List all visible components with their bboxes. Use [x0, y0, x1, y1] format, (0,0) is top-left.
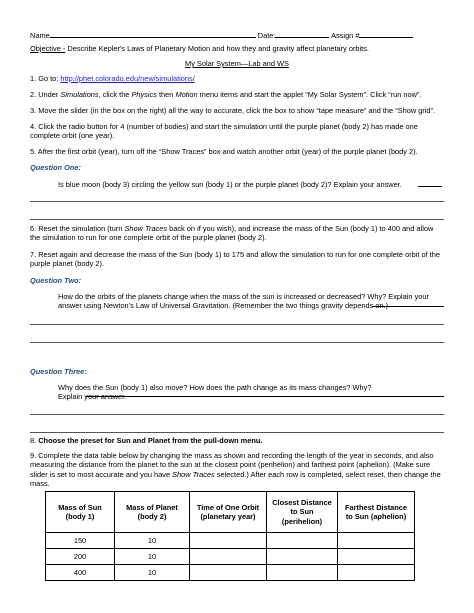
question-two-answer-start[interactable] [372, 306, 444, 307]
name-label: Name [30, 31, 50, 40]
table-row [46, 533, 415, 549]
step-2-motion: Motion [175, 90, 198, 99]
cell-sun-mass: 150 [46, 533, 115, 549]
question-two-text: How do the orbits of the planets change when the mass of the sun is increased or decreased? Why? Explain your answer using Newton’s Law of Universal Gravitation. (Remember the two things gravity depends on.) [58, 292, 429, 311]
table-row [46, 549, 415, 565]
step-6-text-b: back on if you wish), and increase the mass of the Sun (body 1) to 400 and allow the simulation to run for one complete orbit of the purple planet (body 2). [30, 224, 434, 243]
step-2-text-b: , click the [98, 90, 132, 99]
cell-sun-mass: 400 [46, 565, 115, 581]
header-time-of-orbit: Time of One Orbit (planetary year) [190, 492, 267, 533]
question-two-answer-line[interactable] [30, 342, 444, 343]
simulations-link[interactable]: http://phet.colorado.edu/new/simulations/ [60, 74, 195, 83]
step-2-text-d: menu items and start the applet “My Solar System”. Click “run now”. [197, 90, 422, 99]
step-9-text-b: selected.) After each row is completed, select reset, then change the mass. [30, 469, 441, 488]
step-2-physics: Physics [131, 90, 157, 99]
header-mass-of-sun: Mass of Sun (body 1) [46, 492, 115, 533]
worksheet-title: My Solar System—Lab and WS [185, 59, 289, 68]
question-one-answer-line[interactable] [30, 201, 444, 202]
cell-sun-mass: 200 [46, 549, 115, 565]
step-7: 7. Reset again and decrease the mass of the Sun (body 1) to 175 and allow the simulation to run for one complete orbit of the purple planet (body 2). [30, 250, 441, 269]
table-header-row [46, 492, 415, 533]
step-9-text-a: 9. Complete the data table below by changing the mass as shown and recording the length of the year in seconds, and also measuring the distance from the planet to the sun at the closest point (perihelion) and farthest point (aphelion). (Make sure slider is set to most accurate and you have [30, 451, 434, 479]
objective-text: Describe Kepler's Laws of Planetary Motion and how they and gravity affect planetary orbits. [65, 44, 369, 53]
cell-perihelion[interactable] [267, 549, 338, 565]
question-one-text: Is blue moon (body 3) circling the yellow sun (body 1) or the purple planet (body 2)? Explain your answer. [58, 180, 402, 189]
question-three-heading: Question Three: [30, 367, 87, 376]
question-three-answer-line[interactable] [30, 432, 444, 433]
table-row [46, 565, 415, 581]
cell-orbit-time[interactable] [190, 533, 267, 549]
question-one-answer-start[interactable] [418, 186, 442, 187]
cell-planet-mass: 10 [115, 565, 190, 581]
data-table [45, 491, 415, 581]
step-9 [30, 451, 444, 488]
step-2-text-a: 2. Under [30, 90, 61, 99]
question-two-heading: Question Two: [30, 276, 82, 285]
header-farthest-distance: Farthest Distance to Sun (aphelion) [338, 492, 415, 533]
cell-planet-mass: 10 [115, 549, 190, 565]
question-three-answer-start[interactable] [86, 396, 444, 397]
cell-aphelion[interactable] [338, 565, 415, 581]
step-8-number: 8. [30, 436, 39, 445]
step-1 [30, 74, 444, 83]
assign-label: Assign # [331, 31, 360, 40]
assign-field[interactable] [359, 30, 413, 38]
step-5: 5. After the first orbit (year), turn off the “Show Traces” box and watch another orbit (year) of the purple planet (body 2). [30, 147, 418, 156]
question-three-answer-line[interactable] [30, 414, 444, 415]
question-one-answer-line[interactable] [30, 219, 444, 220]
question-one-heading: Question One: [30, 163, 81, 172]
cell-planet-mass: 10 [115, 533, 190, 549]
step-2-simulations: Simulations [60, 90, 99, 99]
header-row [30, 30, 444, 40]
name-field[interactable] [50, 30, 256, 38]
cell-aphelion[interactable] [338, 549, 415, 565]
step-2 [30, 90, 444, 99]
step-4: 4. Click the radio button for 4 (number of bodies) and start the simulation until the purple planet (body 2) has made one complete orbit (one year). [30, 122, 418, 141]
step-9-show-traces: Show Traces [172, 469, 215, 479]
cell-perihelion[interactable] [267, 533, 338, 549]
date-label: Date: [257, 31, 276, 40]
question-two-answer-line[interactable] [30, 324, 444, 325]
date-field[interactable] [275, 30, 329, 38]
cell-aphelion[interactable] [338, 533, 415, 549]
step-6 [30, 224, 444, 243]
question-three-text: Why does the Sun (body 1) also move? How does the path change as its mass changes? Why? Explain your answer. [58, 383, 372, 402]
step-6-show-traces: Show Traces [124, 224, 168, 233]
objective-label: Objective - [30, 44, 66, 53]
step-2-text-c: then [156, 90, 176, 99]
step-6-text-a: 6. Reset the simulation (turn [30, 224, 125, 233]
cell-orbit-time[interactable] [190, 565, 267, 581]
header-mass-of-planet: Mass of Planet (body 2) [115, 492, 190, 533]
step-3: 3. Move the slider (in the box on the right) all the way to accurate, click the box to show “tape measure” and the “Show grid”. [30, 106, 436, 115]
header-closest-distance: Closest Distance to Sun (perihelion) [267, 492, 338, 533]
step-8 [30, 436, 444, 445]
cell-perihelion[interactable] [267, 565, 338, 581]
objective [30, 44, 444, 53]
step-1-prefix: 1. Go to: [30, 74, 61, 83]
cell-orbit-time[interactable] [190, 549, 267, 565]
step-8-text: Choose the preset for Sun and Planet from the pull-down menu. [38, 436, 263, 445]
